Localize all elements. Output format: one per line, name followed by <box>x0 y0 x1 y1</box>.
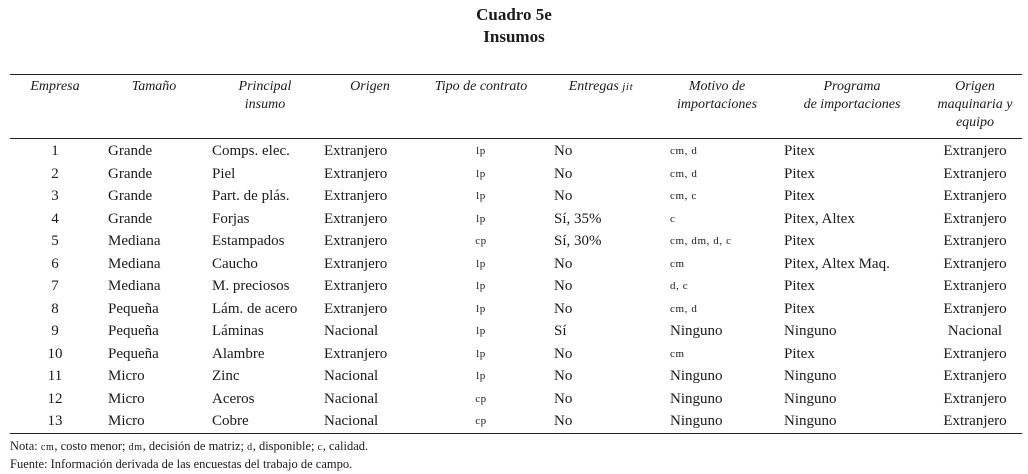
table-row <box>10 298 1022 321</box>
table-caption: Insumos <box>483 27 545 46</box>
cell-origen: Extranjero <box>324 210 388 227</box>
cell-entregas-jit: No <box>554 368 573 385</box>
cell-contrato: lp <box>476 370 486 383</box>
col-header-motivo: Motivo de importaciones <box>676 79 758 112</box>
cell-tamano: Micro <box>108 390 145 407</box>
cell-origen: Extranjero <box>324 233 388 250</box>
cell-entregas-jit: Sí, 30% <box>554 233 602 250</box>
table-row <box>10 253 1022 276</box>
cell-insumo: Lám. de acero <box>212 300 298 317</box>
cell-empresa: 13 <box>47 413 63 430</box>
col-header-origen-maquinaria: Origen maquinaria y equipo <box>937 79 1013 130</box>
cell-origen-maquinaria: Extranjero <box>943 413 1007 430</box>
cell-motivo: cm, dm, d, c <box>670 235 732 248</box>
cell-motivo: cm <box>670 347 685 360</box>
cell-programa: Pitex <box>784 233 815 250</box>
cell-entregas-jit: No <box>554 188 573 205</box>
cell-motivo: Ninguno <box>670 368 723 385</box>
cell-origen: Extranjero <box>324 300 388 317</box>
cell-insumo: Láminas <box>212 323 264 340</box>
cell-origen: Extranjero <box>324 143 388 160</box>
cell-insumo: Aceros <box>212 390 255 407</box>
cell-contrato: lp <box>476 167 486 180</box>
cell-programa: Pitex <box>784 188 815 205</box>
cell-tamano: Mediana <box>108 278 161 295</box>
cell-motivo: Ninguno <box>670 323 723 340</box>
cell-programa: Ninguno <box>784 368 837 385</box>
table-row <box>10 230 1022 253</box>
table-number: Cuadro 5e <box>476 5 552 24</box>
cell-contrato: lp <box>476 347 486 360</box>
cell-programa: Pitex <box>784 278 815 295</box>
cell-entregas-jit: No <box>554 255 573 272</box>
cell-tamano: Pequeña <box>108 345 159 362</box>
col-header-entregas-jit: Entregas jit <box>568 79 634 94</box>
cell-empresa: 2 <box>51 165 59 182</box>
cell-entregas-jit: No <box>554 278 573 295</box>
col-header-programa: Programa de importaciones <box>803 79 901 112</box>
cell-tamano: Pequeña <box>108 323 159 340</box>
cell-empresa: 4 <box>51 210 59 227</box>
cell-empresa: 3 <box>51 188 59 205</box>
cell-origen-maquinaria: Extranjero <box>943 143 1007 160</box>
cell-programa: Ninguno <box>784 390 837 407</box>
table-row <box>10 343 1022 366</box>
cell-insumo: Caucho <box>212 255 258 272</box>
table-row <box>10 275 1022 298</box>
cell-empresa: 7 <box>51 278 59 295</box>
table-notes <box>10 438 368 473</box>
cell-entregas-jit: No <box>554 143 573 160</box>
cell-origen: Nacional <box>324 390 379 407</box>
cell-origen-maquinaria: Extranjero <box>943 210 1007 227</box>
cell-motivo: cm, d <box>670 145 698 158</box>
cell-programa: Pitex, Altex <box>784 210 855 227</box>
cell-tamano: Grande <box>108 143 153 160</box>
col-header-empresa: Empresa <box>30 79 80 94</box>
cell-empresa: 12 <box>47 390 63 407</box>
cell-empresa: 10 <box>47 345 63 362</box>
table-row <box>10 388 1022 411</box>
cell-contrato: cp <box>475 235 487 248</box>
cell-programa: Pitex <box>784 300 815 317</box>
table-row <box>10 185 1022 208</box>
cell-empresa: 5 <box>51 233 59 250</box>
cell-origen: Extranjero <box>324 165 388 182</box>
cell-contrato: lp <box>476 257 486 270</box>
cell-insumo: Cobre <box>212 413 249 430</box>
cell-insumo: Alambre <box>212 345 265 362</box>
cell-motivo: Ninguno <box>670 413 723 430</box>
cell-origen-maquinaria: Extranjero <box>943 278 1007 295</box>
cell-insumo: Estampados <box>212 233 285 250</box>
source-line: Fuente: Información derivada de las encuestas del trabajo de campo. <box>10 457 353 471</box>
cell-origen-maquinaria: Extranjero <box>943 233 1007 250</box>
cell-insumo: Comps. elec. <box>212 143 290 160</box>
cell-motivo: cm, d <box>670 167 698 180</box>
table-row <box>10 365 1022 388</box>
cell-origen: Extranjero <box>324 278 388 295</box>
cell-empresa: 6 <box>51 255 59 272</box>
cell-origen-maquinaria: Extranjero <box>943 368 1007 385</box>
bottom-rule <box>10 433 1022 434</box>
cell-contrato: cp <box>475 415 487 428</box>
cell-motivo: cm, c <box>670 190 697 203</box>
cell-tamano: Grande <box>108 188 153 205</box>
cell-origen: Extranjero <box>324 255 388 272</box>
cell-insumo: M. preciosos <box>212 278 290 295</box>
table-title <box>0 4 1028 48</box>
cell-origen: Nacional <box>324 413 379 430</box>
cell-motivo: d, c <box>670 280 689 293</box>
cell-empresa: 11 <box>47 368 63 385</box>
cell-programa: Ninguno <box>784 413 837 430</box>
table-row <box>10 208 1022 231</box>
cell-contrato: lp <box>476 190 486 203</box>
cell-insumo: Piel <box>212 165 236 182</box>
cell-origen-maquinaria: Extranjero <box>943 390 1007 407</box>
cell-origen-maquinaria: Extranjero <box>943 188 1007 205</box>
cell-insumo: Zinc <box>212 368 240 385</box>
col-header-origen: Origen <box>350 79 390 94</box>
cell-entregas-jit: Sí <box>554 323 567 340</box>
cell-tamano: Mediana <box>108 233 161 250</box>
table-row <box>10 410 1022 433</box>
cell-tamano: Grande <box>108 165 153 182</box>
cell-tamano: Grande <box>108 210 153 227</box>
col-header-principal-insumo: Principal insumo <box>238 79 292 112</box>
cell-entregas-jit: Sí, 35% <box>554 210 602 227</box>
cell-programa: Pitex, Altex Maq. <box>784 255 890 272</box>
cell-origen-maquinaria: Extranjero <box>943 300 1007 317</box>
cell-origen: Nacional <box>324 323 379 340</box>
cell-tamano: Mediana <box>108 255 161 272</box>
cell-insumo: Forjas <box>212 210 250 227</box>
cell-origen-maquinaria: Extranjero <box>943 165 1007 182</box>
top-rule <box>10 74 1022 75</box>
cell-programa: Pitex <box>784 165 815 182</box>
table-row <box>10 140 1022 163</box>
cell-contrato: lp <box>476 302 486 315</box>
col-header-tipo-contrato: Tipo de contrato <box>434 79 528 94</box>
header-row <box>10 78 1022 136</box>
cell-origen: Nacional <box>324 368 379 385</box>
cell-contrato: lp <box>476 145 486 158</box>
cell-origen: Extranjero <box>324 345 388 362</box>
cell-origen-maquinaria: Nacional <box>947 323 1003 340</box>
cell-entregas-jit: No <box>554 165 573 182</box>
cell-origen-maquinaria: Extranjero <box>943 255 1007 272</box>
insumos-table <box>10 78 1022 433</box>
cell-entregas-jit: No <box>554 345 573 362</box>
cell-programa: Pitex <box>784 143 815 160</box>
cell-contrato: lp <box>476 280 486 293</box>
cell-contrato: cp <box>475 392 487 405</box>
cell-motivo: Ninguno <box>670 390 723 407</box>
cell-programa: Pitex <box>784 345 815 362</box>
cell-contrato: lp <box>476 212 486 225</box>
cell-motivo: cm, d <box>670 302 698 315</box>
cell-entregas-jit: No <box>554 300 573 317</box>
cell-motivo: c <box>670 212 676 225</box>
cell-empresa: 9 <box>51 323 59 340</box>
cell-origen: Extranjero <box>324 188 388 205</box>
note-line: Nota: cm, costo menor; dm, decisión de matriz; d, disponible; c, calidad. <box>10 439 369 453</box>
cell-tamano: Micro <box>108 368 145 385</box>
cell-empresa: 8 <box>51 300 59 317</box>
cell-tamano: Pequeña <box>108 300 159 317</box>
cell-tamano: Micro <box>108 413 145 430</box>
cell-empresa: 1 <box>51 143 59 160</box>
cell-entregas-jit: No <box>554 390 573 407</box>
table-row <box>10 163 1022 186</box>
cell-motivo: cm <box>670 257 685 270</box>
col-header-tamano: Tamaño <box>131 79 177 94</box>
cell-origen-maquinaria: Extranjero <box>943 345 1007 362</box>
cell-programa: Ninguno <box>784 323 837 340</box>
cell-insumo: Part. de plás. <box>212 188 290 205</box>
table-row <box>10 320 1022 343</box>
cell-entregas-jit: No <box>554 413 573 430</box>
cell-contrato: lp <box>476 325 486 338</box>
